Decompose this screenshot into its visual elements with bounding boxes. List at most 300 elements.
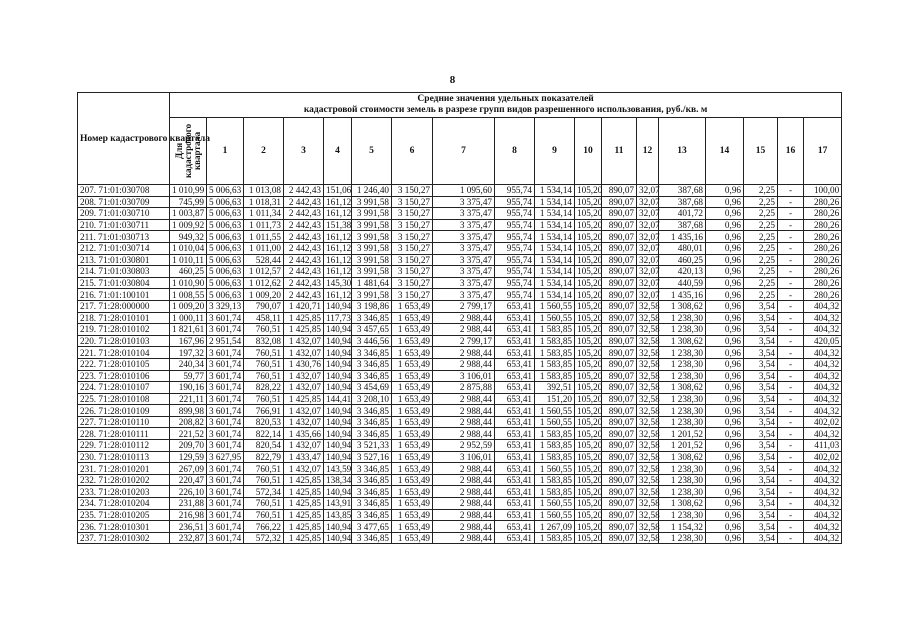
value-cell: 3 346,85 [352,347,392,359]
table-row [78,486,842,498]
value-cell: 0,96 [706,231,744,243]
value-cell: 3 346,85 [352,474,392,486]
table-row [78,463,842,475]
value-cell: 955,74 [495,219,535,231]
quarter-number-cell: 231. 71:28:010201 [78,463,170,475]
value-cell: 3 346,85 [352,486,392,498]
value-cell: 1 308,62 [659,300,706,312]
value-cell: 1 432,07 [284,382,324,394]
value-cell: 3 601,74 [207,440,244,452]
value-cell: 572,32 [244,532,284,544]
value-cell: 955,74 [495,242,535,254]
value-cell: 32,58 [637,451,659,463]
value-cell: 653,41 [495,428,535,440]
value-cell: 1 653,49 [392,416,433,428]
value-cell: 1 653,49 [392,428,433,440]
value-cell: 890,07 [602,428,637,440]
value-cell: 653,41 [495,451,535,463]
page-number: 8 [449,74,456,86]
quarter-number-cell: 226. 71:28:010109 [78,405,170,417]
value-cell: 890,07 [602,370,637,382]
value-cell: 1 308,62 [659,451,706,463]
value-cell: 0,96 [706,242,744,254]
value-cell: 1 583,85 [535,347,575,359]
value-cell: 1 653,49 [392,486,433,498]
value-cell: 105,20 [575,370,602,382]
value-cell: 3 346,85 [352,498,392,510]
quarter-number-cell: 230. 71:28:010113 [78,451,170,463]
group-header-line2: кадастровой стоимости земель в разрезе групп видов разрешенного использования, руб./кв. м [303,105,708,115]
value-cell: 0,96 [706,312,744,324]
value-cell: 3,54 [744,393,778,405]
value-cell: 1 653,49 [392,532,433,544]
value-cell: 1 018,31 [244,196,284,208]
value-cell: 0,96 [706,393,744,405]
value-cell: 1 012,57 [244,266,284,278]
value-cell: 3 601,74 [207,382,244,394]
value-cell: 1 238,30 [659,312,706,324]
quarter-number-cell: 209. 71:01:030710 [78,208,170,220]
value-cell: 1 010,90 [170,277,207,289]
value-cell: 280,26 [804,231,842,243]
value-cell: 3 346,85 [352,405,392,417]
value-cell: 3,54 [744,347,778,359]
value-cell: 3 601,74 [207,312,244,324]
value-cell: 955,74 [495,277,535,289]
column-header-11: 11 [602,118,637,185]
value-cell: 280,26 [804,266,842,278]
value-cell: 2,25 [744,185,778,197]
value-cell: 404,32 [804,405,842,417]
value-cell: 32,07 [637,231,659,243]
value-cell: - [778,451,804,463]
value-cell: 32,58 [637,509,659,521]
value-cell: 1 425,85 [284,324,324,336]
value-cell: 1 534,14 [535,277,575,289]
value-cell: 760,51 [244,463,284,475]
value-cell: 392,51 [535,382,575,394]
value-cell: 1 560,55 [535,416,575,428]
column-header-4: 4 [324,118,352,185]
value-cell: - [778,440,804,452]
quarter-number-cell: 222. 71:28:010105 [78,358,170,370]
value-cell: 404,32 [804,521,842,533]
value-cell: 3 375,47 [433,219,495,231]
value-cell: 3 150,27 [392,219,433,231]
value-cell: 144,41 [324,393,352,405]
value-cell: 226,10 [170,486,207,498]
value-cell: 2,25 [744,231,778,243]
quarter-number-cell: 217. 71:28:000000 [78,300,170,312]
value-cell: 32,58 [637,300,659,312]
value-cell: 3 150,27 [392,254,433,266]
value-cell: - [778,312,804,324]
value-cell: 280,26 [804,277,842,289]
value-cell: 3 601,74 [207,486,244,498]
value-cell: 105,20 [575,289,602,301]
value-cell: 890,07 [602,185,637,197]
value-cell: 653,41 [495,393,535,405]
quarter-number-cell: 211. 71:01:030713 [78,231,170,243]
value-cell: 167,96 [170,335,207,347]
value-cell: 0,96 [706,277,744,289]
value-cell: 140,94 [324,382,352,394]
value-cell: 3 991,58 [352,208,392,220]
value-cell: 404,32 [804,312,842,324]
value-cell: 161,12 [324,266,352,278]
quarter-number-cell: 228. 71:28:010111 [78,428,170,440]
value-cell: 1 583,85 [535,451,575,463]
value-cell: 3 375,47 [433,242,495,254]
table-row [78,185,842,197]
table-row [78,393,842,405]
value-cell: 1 420,71 [284,300,324,312]
value-cell: 32,07 [637,208,659,220]
value-cell: 105,20 [575,509,602,521]
value-cell: 0,96 [706,486,744,498]
value-cell: 404,32 [804,324,842,336]
value-cell: - [778,428,804,440]
table-row [78,440,842,452]
value-cell: 460,25 [659,254,706,266]
value-cell: 280,26 [804,254,842,266]
value-cell: 231,88 [170,498,207,510]
value-cell: 3,54 [744,463,778,475]
value-cell: 3,54 [744,532,778,544]
value-cell: 143,59 [324,463,352,475]
value-cell: 105,20 [575,277,602,289]
value-cell: 3 991,58 [352,219,392,231]
value-cell: 766,22 [244,521,284,533]
value-cell: 404,32 [804,358,842,370]
value-cell: 1 238,30 [659,416,706,428]
value-cell: 280,26 [804,196,842,208]
value-cell: 2 442,43 [284,242,324,254]
value-cell: 5 006,63 [207,185,244,197]
value-cell: 267,09 [170,463,207,475]
value-cell: - [778,185,804,197]
column-header-13: 13 [659,118,706,185]
value-cell: 32,58 [637,335,659,347]
value-cell: 3 150,27 [392,231,433,243]
value-cell: 402,02 [804,416,842,428]
value-cell: - [778,242,804,254]
value-cell: 280,26 [804,242,842,254]
value-cell: 404,32 [804,486,842,498]
value-cell: 3 991,58 [352,266,392,278]
quarter-number-cell: 237. 71:28:010302 [78,532,170,544]
value-cell: 2 799,17 [433,335,495,347]
table-row [78,231,842,243]
value-cell: 3 601,74 [207,393,244,405]
value-cell: 32,58 [637,347,659,359]
table-row [78,196,842,208]
value-cell: 890,07 [602,242,637,254]
value-cell: 32,58 [637,416,659,428]
value-cell: 1 653,49 [392,440,433,452]
value-cell: 105,20 [575,440,602,452]
value-cell: 1 534,14 [535,254,575,266]
value-cell: 140,94 [324,347,352,359]
value-cell: 420,05 [804,335,842,347]
value-cell: 161,12 [324,231,352,243]
value-cell: 1 560,55 [535,463,575,475]
value-cell: 1 201,52 [659,440,706,452]
value-cell: 3 375,47 [433,208,495,220]
value-cell: 3 601,74 [207,358,244,370]
value-cell: 1 653,49 [392,405,433,417]
quarter-number-cell: 215. 71:01:030804 [78,277,170,289]
table-row [78,208,842,220]
value-cell: 161,12 [324,208,352,220]
value-cell: 2 988,44 [433,498,495,510]
value-cell: 138,34 [324,474,352,486]
value-cell: 5 006,63 [207,219,244,231]
column-header-quarter [170,118,207,185]
value-cell: 280,26 [804,289,842,301]
value-cell: 3,54 [744,405,778,417]
value-cell: 32,58 [637,358,659,370]
table-row [78,451,842,463]
value-cell: 3 375,47 [433,277,495,289]
table-row [78,277,842,289]
value-cell: 0,96 [706,474,744,486]
value-cell: 1 435,16 [659,289,706,301]
value-cell: - [778,370,804,382]
value-cell: 3,54 [744,358,778,370]
value-cell: 3 198,86 [352,300,392,312]
value-cell: 890,07 [602,196,637,208]
value-cell: 1 653,49 [392,509,433,521]
value-cell: 1 432,07 [284,405,324,417]
value-cell: 890,07 [602,405,637,417]
value-cell: 3 375,47 [433,289,495,301]
value-cell: 404,32 [804,370,842,382]
value-cell: 3 527,16 [352,451,392,463]
value-cell: 0,96 [706,208,744,220]
value-cell: 3 150,27 [392,208,433,220]
table-row [78,532,842,544]
value-cell: 1 534,14 [535,185,575,197]
value-cell: 2 442,43 [284,208,324,220]
value-cell: 1 583,85 [535,428,575,440]
value-cell: 760,51 [244,498,284,510]
value-cell: 105,20 [575,358,602,370]
value-cell: 653,41 [495,358,535,370]
value-cell: 955,74 [495,231,535,243]
value-cell: 3 601,74 [207,521,244,533]
value-cell: 105,20 [575,416,602,428]
vertical-header-text: Для кадастрового квартала [173,123,202,179]
value-cell: 3 601,74 [207,370,244,382]
table-row [78,324,842,336]
value-cell: 1 653,49 [392,382,433,394]
value-cell: 0,96 [706,219,744,231]
table-row [78,254,842,266]
value-cell: 140,94 [324,370,352,382]
value-cell: - [778,347,804,359]
value-cell: 0,96 [706,185,744,197]
value-cell: 0,96 [706,509,744,521]
value-cell: 5 006,63 [207,208,244,220]
value-cell: 1 425,85 [284,393,324,405]
quarter-number-cell: 213. 71:01:030801 [78,254,170,266]
column-header-5: 5 [352,118,392,185]
value-cell: 1 011,73 [244,219,284,231]
value-cell: 2 952,59 [433,440,495,452]
value-cell: 3 346,85 [352,463,392,475]
value-cell: 1 534,14 [535,196,575,208]
value-cell: 955,74 [495,289,535,301]
value-cell: 1 653,49 [392,300,433,312]
value-cell: 3 375,47 [433,266,495,278]
value-cell: 653,41 [495,498,535,510]
value-cell: 890,07 [602,440,637,452]
value-cell: 528,44 [244,254,284,266]
value-cell: 1 238,30 [659,474,706,486]
value-cell: 105,20 [575,428,602,440]
quarter-number-cell: 233. 71:28:010203 [78,486,170,498]
value-cell: 653,41 [495,347,535,359]
value-cell: 1 560,55 [535,509,575,521]
value-cell: 2 988,44 [433,509,495,521]
value-cell: 1 009,20 [170,300,207,312]
value-cell: 2 988,44 [433,486,495,498]
value-cell: 0,96 [706,324,744,336]
value-cell: 3 477,65 [352,521,392,533]
value-cell: 2 951,54 [207,335,244,347]
value-cell: 1 653,49 [392,335,433,347]
table-body [78,185,842,544]
value-cell: 0,96 [706,335,744,347]
value-cell: 1 308,62 [659,498,706,510]
column-header-12: 12 [637,118,659,185]
value-cell: 2 442,43 [284,219,324,231]
table-row [78,521,842,533]
value-cell: 140,94 [324,440,352,452]
value-cell: 100,00 [804,185,842,197]
value-cell: 105,20 [575,382,602,394]
value-cell: 2 988,44 [433,347,495,359]
value-cell: 1 560,55 [535,498,575,510]
value-cell: - [778,486,804,498]
value-cell: 3 106,01 [433,451,495,463]
value-cell: 404,32 [804,532,842,544]
table-row [78,382,842,394]
value-cell: 890,07 [602,231,637,243]
value-cell: 1 012,62 [244,277,284,289]
value-cell: 5 006,63 [207,289,244,301]
quarter-number-cell: 225. 71:28:010108 [78,393,170,405]
table-row [78,358,842,370]
value-cell: 2 875,88 [433,382,495,394]
quarter-number-cell: 232. 71:28:010202 [78,474,170,486]
table-row [78,416,842,428]
value-cell: 2 442,43 [284,196,324,208]
value-cell: 1 425,85 [284,532,324,544]
value-cell: 480,01 [659,242,706,254]
quarter-number-cell: 207. 71:01:030708 [78,185,170,197]
value-cell: 0,96 [706,428,744,440]
value-cell: 3,54 [744,440,778,452]
value-cell: 0,96 [706,358,744,370]
value-cell: - [778,463,804,475]
value-cell: 790,07 [244,300,284,312]
value-cell: 3 601,74 [207,416,244,428]
value-cell: 1 821,61 [170,324,207,336]
value-cell: 32,58 [637,532,659,544]
value-cell: 2,25 [744,196,778,208]
value-cell: 105,20 [575,324,602,336]
value-cell: 240,34 [170,358,207,370]
value-cell: 420,13 [659,266,706,278]
value-cell: 5 006,63 [207,277,244,289]
value-cell: - [778,382,804,394]
value-cell: 760,51 [244,393,284,405]
value-cell: 145,30 [324,277,352,289]
value-cell: - [778,416,804,428]
value-cell: 3,54 [744,428,778,440]
value-cell: 1 583,85 [535,486,575,498]
value-cell: 105,20 [575,185,602,197]
value-cell: 404,32 [804,300,842,312]
value-cell: 1 583,85 [535,474,575,486]
value-cell: 572,34 [244,486,284,498]
value-cell: 1 432,07 [284,440,324,452]
value-cell: 0,96 [706,289,744,301]
value-cell: 3 346,85 [352,428,392,440]
value-cell: 1 238,30 [659,393,706,405]
value-cell: 653,41 [495,509,535,521]
table-row [78,242,842,254]
value-cell: 1 560,55 [535,312,575,324]
quarter-number-cell: 234. 71:28:010204 [78,498,170,510]
value-cell: 1 433,47 [284,451,324,463]
value-cell: 2,25 [744,266,778,278]
value-cell: 890,07 [602,451,637,463]
value-cell: - [778,358,804,370]
value-cell: 161,12 [324,254,352,266]
value-cell: 105,20 [575,312,602,324]
value-cell: 890,07 [602,474,637,486]
quarter-number-cell: 235. 71:28:010205 [78,509,170,521]
value-cell: 3,54 [744,300,778,312]
value-cell: 404,32 [804,428,842,440]
value-cell: 3 375,47 [433,196,495,208]
value-cell: 3 601,74 [207,463,244,475]
value-cell: 151,20 [535,393,575,405]
value-cell: 1 425,85 [284,521,324,533]
value-cell: 404,32 [804,382,842,394]
value-cell: 3 521,33 [352,440,392,452]
value-cell: 3,54 [744,498,778,510]
value-cell: 3,54 [744,382,778,394]
value-cell: 653,41 [495,440,535,452]
value-cell: 3,54 [744,416,778,428]
value-cell: 653,41 [495,463,535,475]
value-cell: 1 653,49 [392,474,433,486]
value-cell: 2 988,44 [433,393,495,405]
value-cell: 822,79 [244,451,284,463]
value-cell: 32,58 [637,428,659,440]
value-cell: 0,96 [706,498,744,510]
value-cell: 1 154,32 [659,521,706,533]
column-header-7: 7 [433,118,495,185]
column-header-9: 9 [535,118,575,185]
value-cell: 0,96 [706,266,744,278]
column-header-15: 15 [744,118,778,185]
value-cell: 3 601,74 [207,324,244,336]
